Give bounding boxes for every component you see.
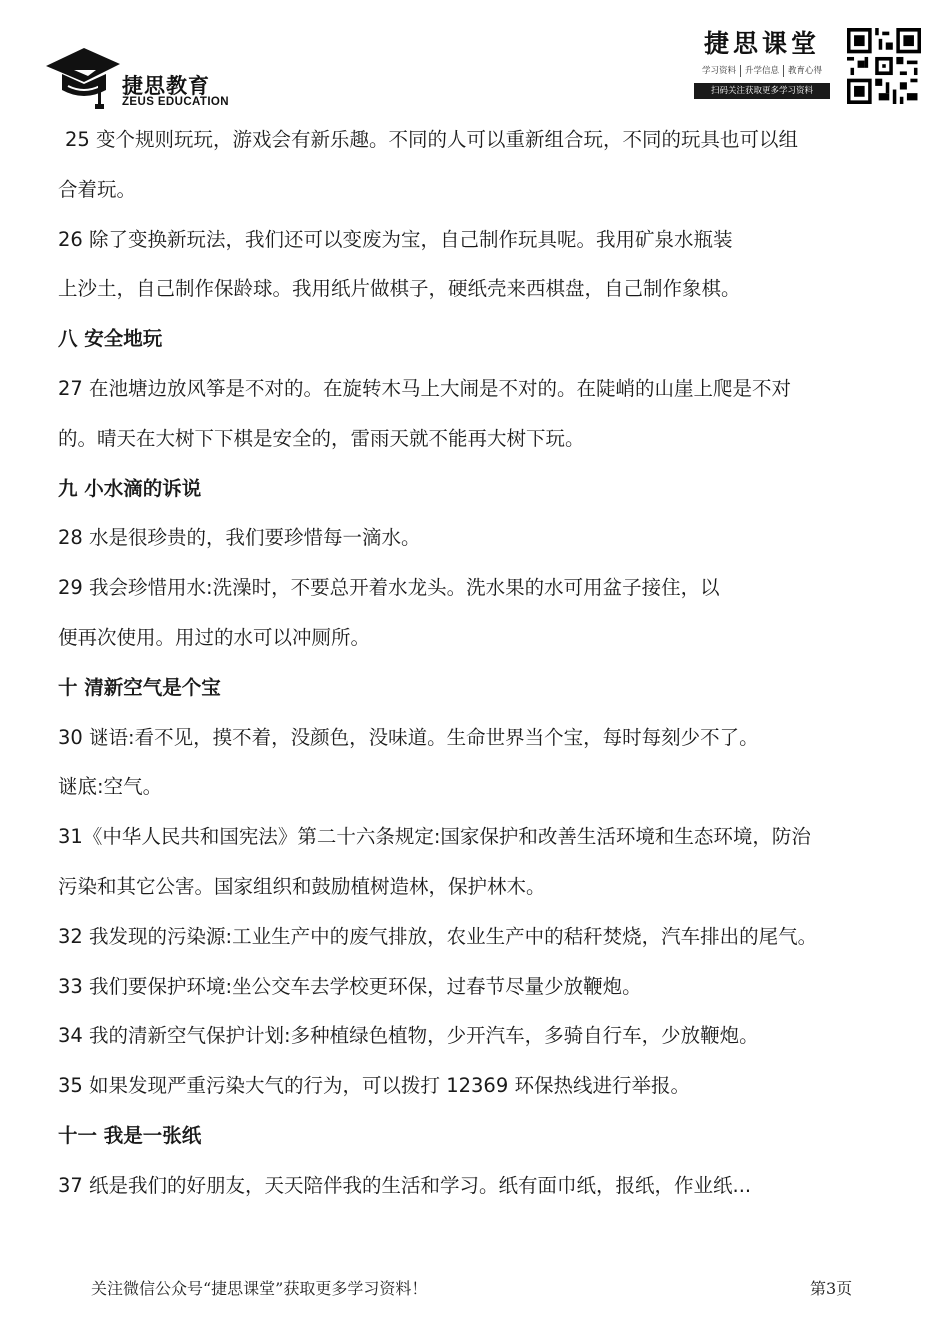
- zeus-education-logo: [44, 42, 244, 114]
- paragraph-line: 25 变个规则玩玩，游戏会有新乐趣。不同的人可以重新组合玩，不同的玩具也可以组: [65, 128, 799, 151]
- section-heading: 十一 我是一张纸: [58, 1123, 202, 1147]
- paragraph-line: 34 我的清新空气保护计划:多种植绿色植物，少开汽车，多骑自行车，少放鞭炮。: [58, 1024, 759, 1048]
- page-number: 第3页: [810, 1279, 853, 1298]
- brand-tags: [694, 65, 830, 77]
- paragraph-line: 的。晴天在大树下下棋是安全的，雷雨天就不能再大树下玩。: [58, 426, 585, 450]
- paragraph-line: 37 纸是我们的好朋友，天天陪伴我的生活和学习。纸有面巾纸，报纸，作业纸...: [58, 1173, 752, 1197]
- brand-title: 捷思课堂: [703, 29, 820, 58]
- brand-block: [694, 28, 830, 108]
- qr-code: [847, 28, 921, 104]
- footer-note: 关注微信公众号“捷思课堂”获取更多学习资料！: [91, 1279, 428, 1298]
- logo-text-cn: 捷思教育: [122, 74, 210, 98]
- paragraph-line: 26 除了变换新玩法，我们还可以变废为宝，自己制作玩具呢。我用矿泉水瓶装: [58, 227, 733, 251]
- section-heading: 十 清新空气是个宝: [58, 675, 221, 699]
- brand-strip: 扫码关注获取更多学习资料: [694, 83, 830, 99]
- paragraph-line: 合着玩。: [58, 177, 137, 201]
- paragraph-line: 污染和其它公害。国家组织和鼓励植树造林，保护林木。: [58, 874, 546, 898]
- qr-code-icon: [847, 28, 921, 104]
- paragraph-line: 28 水是很珍贵的，我们要珍惜每一滴水。: [58, 526, 421, 550]
- paragraph-line: 上沙土，自己制作保龄球。我用纸片做棋子，硬纸壳来西棋盘，自己制作象棋。: [58, 277, 741, 301]
- section-heading: 八 安全地玩: [58, 327, 163, 351]
- brand-tag: 教育心得: [788, 66, 823, 76]
- section-heading: 九 小水滴的诉说: [58, 476, 202, 500]
- paragraph-line: 谜底:空气。: [58, 775, 163, 799]
- mortarboard-icon: [44, 42, 120, 114]
- document-body: [58, 115, 898, 1211]
- brand-tag: 学习资料: [698, 65, 741, 77]
- paragraph-line: 27 在池塘边放风筝是不对的。在旋转木马上大闹是不对的。在陡峭的山崖上爬是不对: [58, 376, 792, 400]
- logo-text-en: ZEUS EDUCATION: [122, 96, 229, 108]
- paragraph-line: 33 我们要保护环境:坐公交车去学校更环保，过春节尽量少放鞭炮。: [58, 974, 642, 998]
- paragraph-line: 31《中华人民共和国宪法》第二十六条规定:国家保护和改善生活环境和生态环境，防治: [58, 825, 811, 849]
- brand-tag: 升学信息: [741, 65, 784, 77]
- paragraph-line: 35 如果发现严重污染大气的行为，可以拨打 12369 环保热线进行举报。: [58, 1074, 690, 1098]
- paragraph-line: 32 我发现的污染源:工业生产中的废气排放，农业生产中的秸秆焚烧，汽车排出的尾气。: [58, 924, 818, 948]
- paragraph-line: 30 谜语:看不见，摸不着，没颜色，没味道。生命世界当个宝，每时每刻少不了。: [58, 725, 759, 749]
- paragraph-line: 29 我会珍惜用水:洗澡时，不要总开着水龙头。洗水果的水可用盆子接住，以: [58, 576, 720, 600]
- paragraph-line: 便再次使用。用过的水可以冲厕所。: [58, 625, 371, 649]
